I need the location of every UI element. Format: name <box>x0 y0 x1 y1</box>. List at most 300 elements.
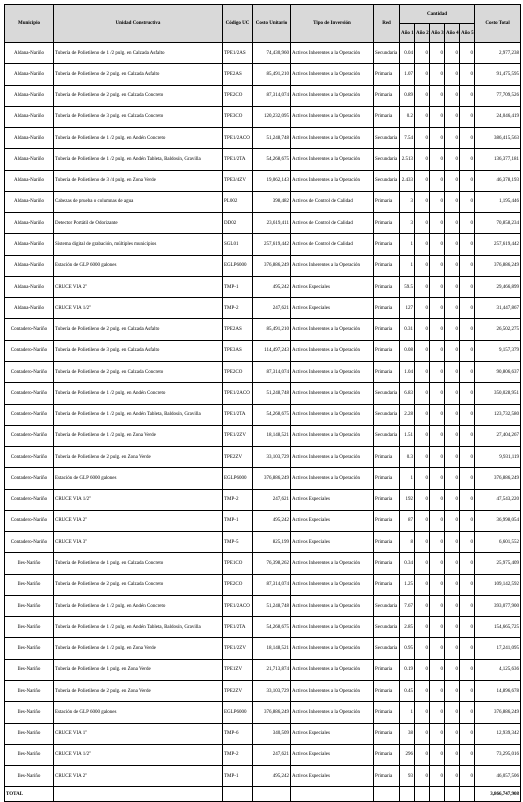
cell-tipo-inversion: Activos Inherentes a la Operación <box>291 447 374 468</box>
cell-codigo-uc: TPE1/2ACO <box>223 595 253 616</box>
cell-anio-3: 0 <box>430 276 445 297</box>
table-row <box>5 744 521 765</box>
cell-red: Primaria <box>374 447 400 468</box>
total-empty-cell <box>374 787 400 802</box>
cell-unidad-constructiva: Tubería de Polietileno de 3 /4 pulg. en Zona Verde <box>54 170 223 191</box>
cell-anio-2: 0 <box>415 659 430 680</box>
cell-unidad-constructiva: Tubería de Polietileno de 2 pulg. en Calzada Concreto <box>54 361 223 382</box>
cell-codigo-uc: TMP-1 <box>223 276 253 297</box>
cell-municipio: Iles-Nariño <box>5 553 54 574</box>
cell-costo-total: 109,142,592 <box>475 574 521 595</box>
table-row <box>5 553 521 574</box>
cell-tipo-inversion: Activos Inherentes a la Operación <box>291 553 374 574</box>
cell-codigo-uc: SGL01 <box>223 234 253 255</box>
cell-costo-total: 2,977,238 <box>475 43 521 64</box>
header-anio-1: Año 1 <box>400 24 415 43</box>
cell-codigo-uc: TPE3AS <box>223 340 253 361</box>
table-row <box>5 489 521 510</box>
cell-anio-5: 0 <box>460 447 475 468</box>
cell-anio-4: 0 <box>445 149 460 170</box>
cell-municipio: Aldana-Nariño <box>5 85 54 106</box>
table-row <box>5 510 521 531</box>
cell-tipo-inversion: Activos Inherentes a la Operación <box>291 404 374 425</box>
cell-red: Primaria <box>374 319 400 340</box>
cell-anio-4: 0 <box>445 489 460 510</box>
total-row <box>5 787 521 802</box>
cell-costo-unitario: 51,248,748 <box>253 383 291 404</box>
cell-unidad-constructiva: CRUCE VIA 3" <box>54 532 223 553</box>
cell-costo-unitario: 54,268,675 <box>253 149 291 170</box>
cell-anio-3: 0 <box>430 510 445 531</box>
cell-anio-2: 0 <box>415 744 430 765</box>
cell-unidad-constructiva: Tubería de Polietileno de 2 pulg. en Calzada Concreto <box>54 574 223 595</box>
cell-costo-unitario: 495,242 <box>253 510 291 531</box>
cell-codigo-uc: TPE2CO <box>223 85 253 106</box>
cell-unidad-constructiva: Sistema digital de grabación, múltiples municipios <box>54 234 223 255</box>
cell-codigo-uc: TPE1/2TA <box>223 617 253 638</box>
cell-unidad-constructiva: Tubería de Polietileno de 2 pulg. en Zona Verde <box>54 680 223 701</box>
cell-codigo-uc: TPE2ZV <box>223 447 253 468</box>
cell-red: Secundaria <box>374 638 400 659</box>
cell-tipo-inversion: Activos de Control de Calidad <box>291 191 374 212</box>
cell-costo-unitario: 18,148,521 <box>253 425 291 446</box>
cell-codigo-uc: TPE1/2ACO <box>223 383 253 404</box>
cell-municipio: Contadero-Nariño <box>5 404 54 425</box>
total-empty-cell <box>445 787 460 802</box>
cell-municipio: Iles-Nariño <box>5 702 54 723</box>
cell-tipo-inversion: Activos Especiales <box>291 766 374 787</box>
cell-codigo-uc: TPE3CO <box>223 106 253 127</box>
cell-red: Primaria <box>374 85 400 106</box>
cell-anio-4: 0 <box>445 766 460 787</box>
cell-costo-total: 393,077,900 <box>475 595 521 616</box>
cell-costo-total: 12,939,342 <box>475 723 521 744</box>
table-row <box>5 383 521 404</box>
cell-anio-5: 0 <box>460 298 475 319</box>
cell-anio-1: 7.67 <box>400 595 415 616</box>
cell-costo-total: 376,886,249 <box>475 255 521 276</box>
cell-municipio: Iles-Nariño <box>5 638 54 659</box>
cell-anio-5: 0 <box>460 383 475 404</box>
cell-anio-2: 0 <box>415 468 430 489</box>
cell-anio-5: 0 <box>460 468 475 489</box>
cell-costo-unitario: 33,103,729 <box>253 447 291 468</box>
cell-anio-1: 1.51 <box>400 425 415 446</box>
cell-costo-total: 47,543,220 <box>475 489 521 510</box>
table-body <box>5 43 521 802</box>
total-empty-cell <box>54 787 223 802</box>
cell-unidad-constructiva: CRUCE VIA 2" <box>54 276 223 297</box>
cell-costo-total: 1,195,446 <box>475 191 521 212</box>
cell-red: Primaria <box>374 489 400 510</box>
header-unidad-constructiva: Unidad Constructiva <box>54 5 223 43</box>
cell-anio-1: 93 <box>400 766 415 787</box>
cell-municipio: Aldana-Nariño <box>5 213 54 234</box>
header-municipio: Municipio <box>5 5 54 43</box>
cell-unidad-constructiva: Tubería de Polietileno de 2 pulg. en Calzada Asfalto <box>54 319 223 340</box>
cell-anio-4: 0 <box>445 340 460 361</box>
total-empty-cell <box>223 787 253 802</box>
cell-anio-2: 0 <box>415 595 430 616</box>
cell-anio-4: 0 <box>445 128 460 149</box>
cell-tipo-inversion: Activos de Control de Calidad <box>291 213 374 234</box>
cell-unidad-constructiva: Tubería de Polietileno de 1 /2 pulg. en Zona Verde <box>54 425 223 446</box>
cell-costo-unitario: 33,103,729 <box>253 680 291 701</box>
cell-codigo-uc: TPE3/4ZV <box>223 170 253 191</box>
cell-anio-5: 0 <box>460 744 475 765</box>
cell-anio-3: 0 <box>430 638 445 659</box>
cell-anio-4: 0 <box>445 106 460 127</box>
cell-anio-1: 1.04 <box>400 361 415 382</box>
cell-tipo-inversion: Activos Inherentes a la Operación <box>291 106 374 127</box>
cell-anio-2: 0 <box>415 638 430 659</box>
table-row <box>5 64 521 85</box>
header-anio-5: Año 5 <box>460 24 475 43</box>
cell-red: Primaria <box>374 64 400 85</box>
cell-anio-2: 0 <box>415 425 430 446</box>
cell-anio-5: 0 <box>460 85 475 106</box>
cell-costo-total: 46,057,506 <box>475 766 521 787</box>
cell-unidad-constructiva: Tubería de Polietileno de 1 /2 pulg. en Andén Tableta, Baldosín, Gravilla <box>54 149 223 170</box>
cell-anio-3: 0 <box>430 191 445 212</box>
cell-anio-5: 0 <box>460 659 475 680</box>
table-row <box>5 617 521 638</box>
total-empty-cell <box>400 787 415 802</box>
cell-municipio: Aldana-Nariño <box>5 64 54 85</box>
cell-anio-1: 0.08 <box>400 340 415 361</box>
cell-costo-unitario: 54,268,675 <box>253 617 291 638</box>
cell-codigo-uc: TPE1ZV <box>223 659 253 680</box>
cell-red: Secundaria <box>374 617 400 638</box>
cell-anio-4: 0 <box>445 510 460 531</box>
cell-costo-total: 29,466,899 <box>475 276 521 297</box>
cell-anio-1: 296 <box>400 744 415 765</box>
cell-costo-unitario: 340,509 <box>253 723 291 744</box>
cell-codigo-uc: DD02 <box>223 213 253 234</box>
cell-codigo-uc: TMP-6 <box>223 723 253 744</box>
cell-costo-total: 73,295,016 <box>475 744 521 765</box>
cell-municipio: Aldana-Nariño <box>5 191 54 212</box>
cell-unidad-constructiva: CRUCE VIA 1/2" <box>54 744 223 765</box>
cell-red: Primaria <box>374 298 400 319</box>
cell-municipio: Iles-Nariño <box>5 574 54 595</box>
cell-unidad-constructiva: CRUCE VIA 2" <box>54 510 223 531</box>
cell-costo-unitario: 257,619,442 <box>253 234 291 255</box>
cell-anio-1: 3 <box>400 213 415 234</box>
cell-red: Primaria <box>374 680 400 701</box>
table-row <box>5 170 521 191</box>
cell-codigo-uc: TPE2CO <box>223 574 253 595</box>
cell-codigo-uc: TMP-2 <box>223 489 253 510</box>
cell-unidad-constructiva: Estación de GLP 6000 galones <box>54 468 223 489</box>
cell-anio-5: 0 <box>460 425 475 446</box>
cell-red: Primaria <box>374 744 400 765</box>
cell-anio-4: 0 <box>445 680 460 701</box>
table-row <box>5 213 521 234</box>
cell-anio-3: 0 <box>430 149 445 170</box>
cell-tipo-inversion: Activos Especiales <box>291 723 374 744</box>
cell-anio-1: 0.45 <box>400 680 415 701</box>
cell-costo-total: 350,028,951 <box>475 383 521 404</box>
cell-anio-4: 0 <box>445 319 460 340</box>
cell-municipio: Aldana-Nariño <box>5 106 54 127</box>
cell-anio-4: 0 <box>445 659 460 680</box>
cell-anio-1: 1 <box>400 255 415 276</box>
cell-anio-3: 0 <box>430 595 445 616</box>
cell-tipo-inversion: Activos Inherentes a la Operación <box>291 425 374 446</box>
cell-costo-total: 136,377,181 <box>475 149 521 170</box>
cell-anio-2: 0 <box>415 617 430 638</box>
cell-municipio: Aldana-Nariño <box>5 170 54 191</box>
cell-anio-3: 0 <box>430 170 445 191</box>
cell-costo-total: 14,896,678 <box>475 680 521 701</box>
table-row <box>5 319 521 340</box>
cell-red: Secundaria <box>374 128 400 149</box>
cell-anio-5: 0 <box>460 617 475 638</box>
cell-anio-5: 0 <box>460 510 475 531</box>
cell-anio-5: 0 <box>460 361 475 382</box>
cell-anio-1: 87 <box>400 510 415 531</box>
cell-anio-4: 0 <box>445 595 460 616</box>
cell-anio-1: 3 <box>400 191 415 212</box>
cell-red: Primaria <box>374 191 400 212</box>
cell-anio-5: 0 <box>460 170 475 191</box>
cell-anio-5: 0 <box>460 723 475 744</box>
cell-unidad-constructiva: Tubería de Polietileno de 1 pulg. en Zona Verde <box>54 659 223 680</box>
cell-unidad-constructiva: Tubería de Polietileno de 2 pulg. en Calzada Concreto <box>54 85 223 106</box>
cell-codigo-uc: PL002 <box>223 191 253 212</box>
table-row <box>5 191 521 212</box>
cell-unidad-constructiva: CRUCE VIA 1/2" <box>54 489 223 510</box>
cell-codigo-uc: EGLP6000 <box>223 468 253 489</box>
cell-anio-3: 0 <box>430 553 445 574</box>
cell-costo-unitario: 247,621 <box>253 489 291 510</box>
table-row <box>5 404 521 425</box>
table-row <box>5 468 521 489</box>
cell-anio-1: 192 <box>400 489 415 510</box>
cell-codigo-uc: TPE1/2AS <box>223 43 253 64</box>
total-empty-cell <box>253 787 291 802</box>
cell-anio-2: 0 <box>415 319 430 340</box>
cell-costo-unitario: 376,886,249 <box>253 468 291 489</box>
cell-red: Primaria <box>374 468 400 489</box>
cell-municipio: Iles-Nariño <box>5 744 54 765</box>
cell-anio-3: 0 <box>430 425 445 446</box>
cell-anio-2: 0 <box>415 383 430 404</box>
cell-municipio: Iles-Nariño <box>5 659 54 680</box>
cell-anio-4: 0 <box>445 404 460 425</box>
cell-unidad-constructiva: Tubería de Polietileno de 1 /2 pulg. en Andén Concreto <box>54 383 223 404</box>
cell-costo-total: 70,858,234 <box>475 213 521 234</box>
cell-codigo-uc: EGLP6000 <box>223 702 253 723</box>
cell-anio-3: 0 <box>430 106 445 127</box>
cell-codigo-uc: TMP-5 <box>223 532 253 553</box>
cell-tipo-inversion: Activos Especiales <box>291 532 374 553</box>
cell-red: Primaria <box>374 106 400 127</box>
cell-costo-unitario: 18,148,521 <box>253 638 291 659</box>
cell-anio-1: 7.54 <box>400 128 415 149</box>
table-row <box>5 659 521 680</box>
table-row <box>5 43 521 64</box>
cell-anio-3: 0 <box>430 447 445 468</box>
cell-anio-4: 0 <box>445 553 460 574</box>
cell-red: Primaria <box>374 574 400 595</box>
cell-unidad-constructiva: Estación de GLP 6000 galones <box>54 255 223 276</box>
cell-costo-total: 36,998,054 <box>475 510 521 531</box>
cell-anio-3: 0 <box>430 361 445 382</box>
cell-anio-1: 6.83 <box>400 383 415 404</box>
cell-costo-total: 6,601,552 <box>475 532 521 553</box>
cell-red: Secundaria <box>374 170 400 191</box>
cell-anio-4: 0 <box>445 43 460 64</box>
cell-costo-total: 376,886,249 <box>475 468 521 489</box>
cell-anio-2: 0 <box>415 340 430 361</box>
cell-anio-5: 0 <box>460 149 475 170</box>
cell-anio-2: 0 <box>415 191 430 212</box>
total-empty-cell <box>460 787 475 802</box>
cell-tipo-inversion: Activos Inherentes a la Operación <box>291 85 374 106</box>
cell-costo-unitario: 495,242 <box>253 276 291 297</box>
cell-anio-3: 0 <box>430 744 445 765</box>
cell-tipo-inversion: Activos Especiales <box>291 298 374 319</box>
cell-codigo-uc: TMP-2 <box>223 298 253 319</box>
total-empty-cell <box>291 787 374 802</box>
cell-anio-5: 0 <box>460 574 475 595</box>
cell-anio-3: 0 <box>430 319 445 340</box>
cell-costo-total: 123,732,580 <box>475 404 521 425</box>
cell-anio-4: 0 <box>445 617 460 638</box>
cell-anio-3: 0 <box>430 702 445 723</box>
cell-costo-unitario: 51,248,748 <box>253 128 291 149</box>
cell-anio-1: 1 <box>400 234 415 255</box>
cell-anio-4: 0 <box>445 383 460 404</box>
cell-unidad-constructiva: Tubería de Polietileno de 2 pulg. en Zona Verde <box>54 447 223 468</box>
cell-red: Primaria <box>374 553 400 574</box>
table-row <box>5 766 521 787</box>
cell-anio-3: 0 <box>430 468 445 489</box>
cell-municipio: Iles-Nariño <box>5 680 54 701</box>
cell-unidad-constructiva: Tubería de Polietileno de 1 pulg. en Calzada Concreto <box>54 553 223 574</box>
cell-anio-2: 0 <box>415 276 430 297</box>
cell-unidad-constructiva: CRUCE VIA 2" <box>54 766 223 787</box>
cell-codigo-uc: EGLP6000 <box>223 255 253 276</box>
cell-anio-5: 0 <box>460 595 475 616</box>
cell-tipo-inversion: Activos Inherentes a la Operación <box>291 574 374 595</box>
cell-anio-1: 0.31 <box>400 319 415 340</box>
cell-codigo-uc: TPE1CO <box>223 553 253 574</box>
cell-anio-5: 0 <box>460 702 475 723</box>
cell-costo-unitario: 495,242 <box>253 766 291 787</box>
cell-anio-4: 0 <box>445 702 460 723</box>
cell-anio-2: 0 <box>415 532 430 553</box>
cell-anio-3: 0 <box>430 298 445 319</box>
cell-anio-3: 0 <box>430 43 445 64</box>
cell-anio-2: 0 <box>415 234 430 255</box>
cell-codigo-uc: TPE2AS <box>223 64 253 85</box>
cell-municipio: Aldana-Nariño <box>5 276 54 297</box>
cell-anio-3: 0 <box>430 340 445 361</box>
cell-costo-unitario: 87,314,074 <box>253 361 291 382</box>
cell-anio-4: 0 <box>445 213 460 234</box>
cell-anio-3: 0 <box>430 255 445 276</box>
cell-red: Primaria <box>374 723 400 744</box>
cell-red: Primaria <box>374 766 400 787</box>
cell-tipo-inversion: Activos Inherentes a la Operación <box>291 383 374 404</box>
cell-red: Secundaria <box>374 149 400 170</box>
cell-anio-2: 0 <box>415 723 430 744</box>
cell-municipio: Aldana-Nariño <box>5 128 54 149</box>
cell-red: Primaria <box>374 361 400 382</box>
cell-codigo-uc: TPE1/2TA <box>223 149 253 170</box>
cell-tipo-inversion: Activos Inherentes a la Operación <box>291 617 374 638</box>
cell-anio-4: 0 <box>445 744 460 765</box>
cell-tipo-inversion: Activos Especiales <box>291 276 374 297</box>
cell-anio-5: 0 <box>460 213 475 234</box>
cell-anio-2: 0 <box>415 574 430 595</box>
cell-codigo-uc: TPE1/2ZV <box>223 425 253 446</box>
cell-anio-3: 0 <box>430 680 445 701</box>
cell-costo-unitario: 120,232,095 <box>253 106 291 127</box>
cell-codigo-uc: TPE1/2TA <box>223 404 253 425</box>
table-row <box>5 425 521 446</box>
table-row <box>5 85 521 106</box>
cell-costo-total: 27,404,267 <box>475 425 521 446</box>
cell-costo-total: 17,241,095 <box>475 638 521 659</box>
table-row <box>5 298 521 319</box>
cell-unidad-constructiva: Tubería de Polietileno de 1 /2 pulg. en Andén Concreto <box>54 128 223 149</box>
cell-red: Primaria <box>374 510 400 531</box>
table-row <box>5 532 521 553</box>
cell-anio-1: 1.07 <box>400 64 415 85</box>
cell-municipio: Contadero-Nariño <box>5 468 54 489</box>
table-row <box>5 255 521 276</box>
table-row <box>5 361 521 382</box>
header-costo-unitario: Costo Unitario <box>253 5 291 43</box>
cell-anio-2: 0 <box>415 361 430 382</box>
cell-anio-2: 0 <box>415 447 430 468</box>
cell-municipio: Contadero-Nariño <box>5 447 54 468</box>
table-row <box>5 702 521 723</box>
table-row <box>5 106 521 127</box>
total-empty-cell <box>415 787 430 802</box>
cell-tipo-inversion: Activos Inherentes a la Operación <box>291 170 374 191</box>
cell-anio-2: 0 <box>415 149 430 170</box>
cell-anio-1: 8 <box>400 532 415 553</box>
cell-anio-5: 0 <box>460 319 475 340</box>
cell-codigo-uc: TPE1/2ZV <box>223 638 253 659</box>
cell-anio-4: 0 <box>445 468 460 489</box>
cell-costo-total: 9,157,379 <box>475 340 521 361</box>
header-tipo-inversion: Tipo de Inversión <box>291 5 374 43</box>
cell-anio-4: 0 <box>445 723 460 744</box>
cell-tipo-inversion: Activos Inherentes a la Operación <box>291 255 374 276</box>
header-anio-3: Año 3 <box>430 24 445 43</box>
cell-tipo-inversion: Activos Inherentes a la Operación <box>291 340 374 361</box>
cell-red: Primaria <box>374 532 400 553</box>
cell-costo-total: 26,502,275 <box>475 319 521 340</box>
cell-anio-2: 0 <box>415 43 430 64</box>
cell-costo-total: 31,447,867 <box>475 298 521 319</box>
cell-anio-5: 0 <box>460 638 475 659</box>
cell-anio-1: 0.04 <box>400 43 415 64</box>
cell-costo-total: 46,378,193 <box>475 170 521 191</box>
cell-municipio: Contadero-Nariño <box>5 340 54 361</box>
cell-municipio: Iles-Nariño <box>5 617 54 638</box>
cell-anio-3: 0 <box>430 532 445 553</box>
cell-anio-2: 0 <box>415 170 430 191</box>
cell-tipo-inversion: Activos Inherentes a la Operación <box>291 659 374 680</box>
cell-unidad-constructiva: Tubería de Polietileno de 3 pulg. en Calzada Concreto <box>54 106 223 127</box>
